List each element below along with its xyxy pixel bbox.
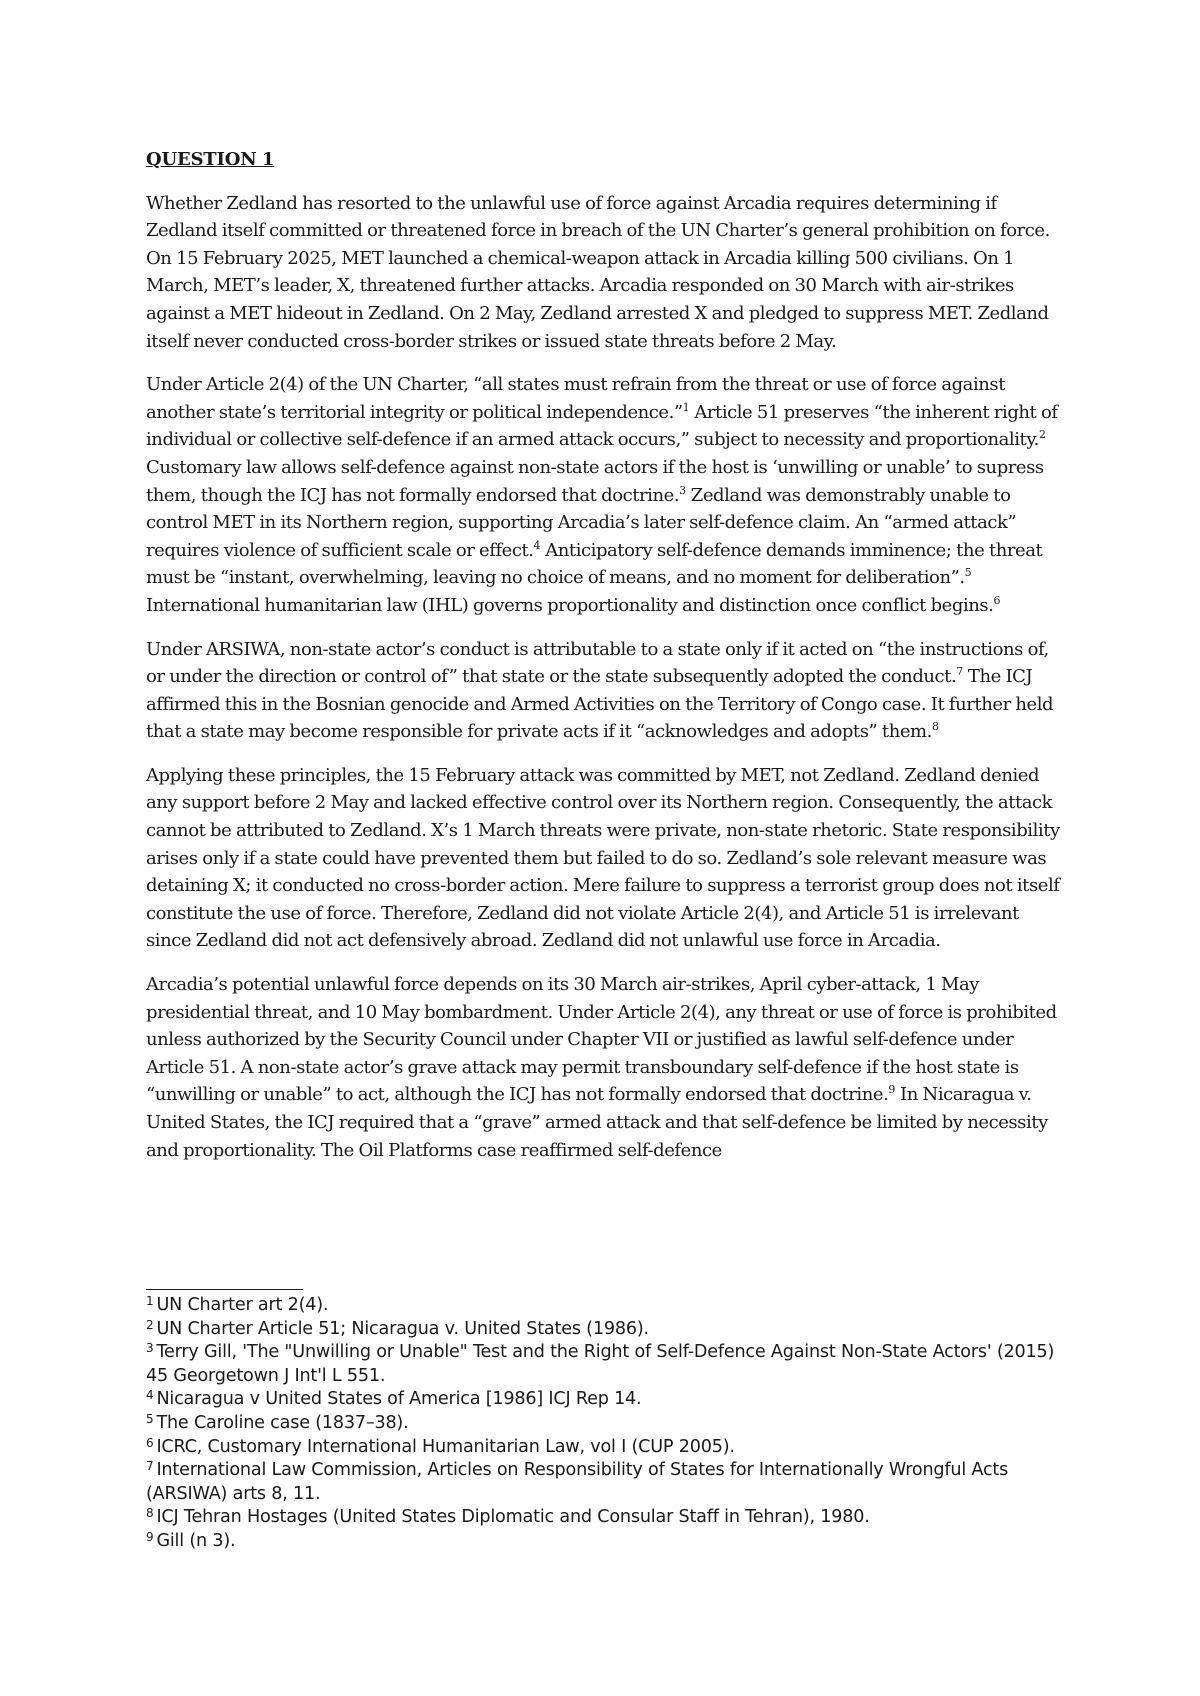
paragraph-text: Applying these principles, the 15 February attack was committed by MET, not Zedland. Zedland denied any support before 2 May and lacked effective control over its Northern region. Consequently, the attack cannot be attributed to Zedland. X’s 1 March threats were private, non-state rhetoric. State responsibility arises only if a state could have prevented them but failed to do so. Zedland’s sole relevant measure was detaining X; it conducted no cross-border action. Mere failure to suppress a terrorist group does not itself constitute the use of force. Therefore, Zedland did not violate Article 2(4), and Article 51 is irrelevant since Zedland did not act defensively abroad. Zedland did not unlawful use force in Arcadia. bbox=[146, 764, 1060, 952]
paragraph-text: Article 51 preserves “the inherent right of individual or collective self-defence if an armed attack occurs,” subject to necessity and proportionality. bbox=[146, 401, 1058, 451]
paragraph-text: Anticipatory self-defence demands imminence; the threat must be “instant, overwhelming, leaving no choice of means, and no moment for deliberation”. bbox=[146, 539, 1043, 589]
paragraph-5 bbox=[146, 971, 1062, 1164]
paragraph-text: Zedland was demonstrably unable to control MET in its Northern region, supporting Arcadia’s later self-defence claim. An “armed attack” requires violence of sufficient scale or effect. bbox=[146, 484, 1017, 561]
footnote-ref[interactable]: 2 bbox=[1038, 428, 1046, 442]
footnote-4 bbox=[146, 1388, 1062, 1412]
paragraph-1 bbox=[146, 190, 1062, 356]
footnote-6 bbox=[146, 1436, 1062, 1460]
footnote-ref[interactable]: 7 bbox=[956, 665, 964, 679]
footnote-ref[interactable]: 8 bbox=[931, 720, 939, 734]
footnote-text: ICRC, Customary International Humanitarian Law, vol I (CUP 2005). bbox=[156, 1436, 735, 1457]
footnote-3 bbox=[146, 1341, 1062, 1388]
footnote-number: 8 bbox=[146, 1506, 154, 1521]
footnote-text: Terry Gill, 'The "Unwilling or Unable" Test and the Right of Self-Defence Against Non-State Actors' (2015) 45 Georgetown J Int'l L 551. bbox=[146, 1342, 1055, 1386]
question-heading: QUESTION 1 bbox=[146, 149, 275, 170]
footnote-text: Nicaragua v United States of America [1986] ICJ Rep 14. bbox=[156, 1389, 642, 1410]
paragraph-text: Customary law allows self-defence against non-state actors if the host is ‘unwilling or unable’ to supress them, though the ICJ has not formally endorsed that doctrine. bbox=[146, 456, 1044, 506]
footnote-ref[interactable]: 1 bbox=[682, 400, 690, 414]
footnote-number: 2 bbox=[146, 1317, 154, 1332]
paragraph-text: Whether Zedland has resorted to the unlawful use of force against Arcadia requires determining if Zedland itself committed or threatened force in breach of the UN Charter’s general prohibition on force. On 15 February 2025, MET launched a chemical-weapon attack in Arcadia killing 500 civilians. On 1 March, MET’s leader, X, threatened further attacks. Arcadia responded on 30 March with air-strikes against a MET hideout in Zedland. On 2 May, Zedland arrested X and pledged to suppress MET. Zedland itself never conducted cross-border strikes or issued state threats before 2 May. bbox=[146, 192, 1050, 352]
footnote-text: Gill (n 3). bbox=[156, 1530, 236, 1551]
footnote-ref[interactable]: 5 bbox=[964, 566, 972, 580]
footnote-1 bbox=[146, 1294, 1062, 1318]
footnote-number: 6 bbox=[146, 1435, 154, 1450]
footnote-text: International Law Commission, Articles on Responsibility of States for Internationally Wrongful Acts (ARSIWA) arts 8, 11. bbox=[146, 1460, 1009, 1504]
footnote-ref[interactable]: 6 bbox=[993, 593, 1001, 607]
footnote-ref[interactable]: 9 bbox=[888, 1083, 896, 1097]
footnote-number: 5 bbox=[146, 1411, 154, 1426]
paragraph-text: Under ARSIWA, non-state actor’s conduct is attributable to a state only if it acted on “the instructions of, or under the direction or control of” that state or the state subsequently adopted the conduct. bbox=[146, 638, 1049, 688]
footnote-8 bbox=[146, 1506, 1062, 1530]
paragraph-4 bbox=[146, 762, 1062, 955]
document-body bbox=[146, 146, 1062, 1180]
paragraph-text: Under Article 2(4) of the UN Charter, “all states must refrain from the threat or use of force against another state’s territorial integrity or political independence.” bbox=[146, 374, 1005, 423]
footnote-9 bbox=[146, 1530, 1062, 1554]
footnote-number: 3 bbox=[146, 1341, 154, 1356]
footnote-ref[interactable]: 4 bbox=[533, 538, 541, 552]
footnote-number: 1 bbox=[146, 1294, 154, 1308]
paragraph-text: In Nicaragua v. United States, the ICJ required that a “grave” armed attack and that self-defence be limited by necessity and proportionality. The Oil Platforms case reaffirmed self-defence bbox=[146, 1084, 1048, 1161]
footnote-ref[interactable]: 3 bbox=[679, 483, 687, 497]
footnote-7 bbox=[146, 1459, 1062, 1506]
footnote-text: ICJ Tehran Hostages (United States Diplomatic and Consular Staff in Tehran), 1980. bbox=[156, 1507, 870, 1528]
footnote-number: 7 bbox=[146, 1459, 154, 1474]
paragraph-text: Arcadia’s potential unlawful force depends on its 30 March air-strikes, April cyber-attack, 1 May presidential threat, and 10 May bombardment. Under Article 2(4), any threat or use of force is prohibited unless authorized by the Security Council under Chapter VII or justified as lawful self-defence under Article 51. A non-state actor’s grave attack may permit transboundary self-defence if the host state is “unwilling or unable” to act, although the ICJ has not formally endorsed that doctrine. bbox=[146, 974, 1057, 1106]
footnote-2 bbox=[146, 1318, 1062, 1342]
footnote-text: UN Charter Article 51; Nicaragua v. United States (1986). bbox=[156, 1318, 649, 1339]
footnote-number: 9 bbox=[146, 1529, 154, 1544]
footnote-text: The Caroline case (1837–38). bbox=[156, 1412, 409, 1433]
footnote-number: 4 bbox=[146, 1388, 154, 1403]
footnotes-section bbox=[146, 1289, 1062, 1554]
footnote-separator bbox=[146, 1289, 303, 1290]
footnote-text: UN Charter art 2(4). bbox=[156, 1295, 329, 1315]
paragraph-2 bbox=[146, 371, 1062, 619]
paragraph-text: International humanitarian law (IHL) governs proportionality and distinction once conflict begins. bbox=[146, 594, 994, 616]
footnote-5 bbox=[146, 1412, 1062, 1436]
paragraph-3 bbox=[146, 636, 1062, 746]
paragraph-text: The ICJ affirmed this in the Bosnian genocide and Armed Activities on the Territory of Congo case. It further held that a state may become responsible for private acts if it “acknowledges and adopts” them. bbox=[146, 666, 1054, 743]
